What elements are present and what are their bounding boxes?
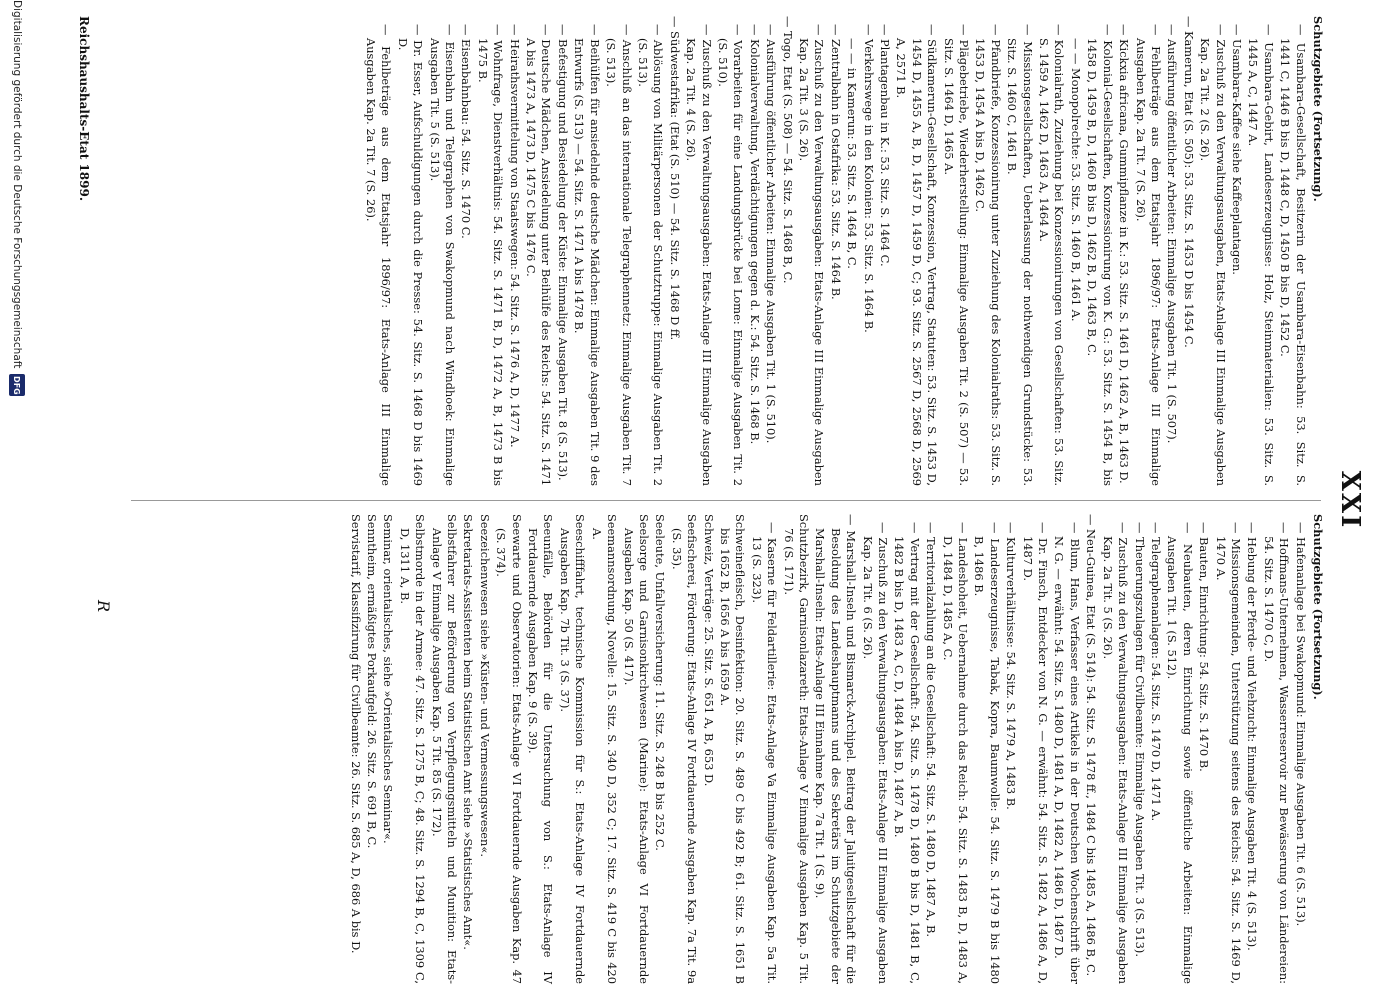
left-index-entry: — Zentralbahn in Ostafrika: 53. Sitz. S. 1464 B. (828, 24, 843, 300)
right-index-entry: — Neu-Guinea, Etat (S. 514): 54. Sitz. S. 1478 ff., 1484 C bis 1485 A, 1486 B, C. (1084, 514, 1099, 977)
left-index-entry: — Kolonialverwaltung, Verdächtigungen gegen d. K.: 54. Sitz. S. 1468 B. (747, 24, 762, 445)
left-index-entry: — Eisenbahn und Telegraphen von Swakopmund nach Windhoek: Einmalige Ausgaben Tit. 5 (S. 513). (427, 24, 458, 486)
right-index-entry: — Vertrag mit der Gesellschaft: 54. Sitz. S. 1478 D, 1480 B bis D, 1481 B, C, 1482 B bis D, 1483 A, C, D, 1484 A bis D, 1487 A, B. (892, 522, 922, 984)
right-index-entry: — Telegraphenanlagen: 54. Sitz. S. 1470 D, 1471 A. (1148, 522, 1163, 822)
column-divider (131, 500, 1321, 501)
left-index-entry: — Pfandbriefe, Konzessionirung unter Zuziehung des Kolonialraths: 53. Sitz. S. 1453 D, 1454 A bis D, 1462 C. (973, 24, 1003, 486)
left-index-entry: — Dr. Esser, Aufschuldigungen durch die Presse: 54. Sitz. S. 1468 D bis 1469 D. (395, 24, 426, 486)
right-index-entry: Schweiz, Verträge: 25. Sitz. S. 651 A, B, 653 D. (701, 514, 716, 787)
right-index-entry: — Neubauten, deren Einrichtung sowie öffentliche Arbeiten: Einmalige Ausgaben Tit. 1 (S. 512). (1165, 522, 1195, 984)
right-index-entry: — Hafenanlage bei Swakopmund: Einmalige Ausgaben Tit. 6 (S. 513). (1293, 522, 1308, 927)
right-index-entry: Seewarte und Observatorien: Etats-Anlage VI Fortdauernde Ausgaben Kap. 47 (S. 374). (494, 514, 524, 984)
left-index-entry: — Usambara-Gesellschaft, Besitzerin der Usambara-Eisenbahn: 53. Sitz. S. 1441 C, 1446 B bis D, 1448 C, D, 1450 B bis D, 1452 C. (1278, 24, 1308, 486)
right-index-entry: — Marshall-Inseln und Bismarck-Archipel. Beitrag der Jaluitgesellschaft für die Besoldung des Landeshauptmanns und des Sekretärs im Schutzgebiete der Marshall-Inseln: Etats-Anlage III Einnahme Kap. 7a Tit. 1 (S. 9). (813, 514, 859, 984)
right-index-entry: Sekretariats-Assistenten beim Statistischen Amt siehe »Statistisches Amt«. (461, 514, 476, 950)
left-index-entry: — — in Kamerun: 53. Sitz. S. 1464 B, C. (845, 38, 860, 269)
right-index-entry: Seeunfälle, Behörden für die Untersuchung von S.: Etats-Anlage IV Fortdauernde Ausgaben Kap. 9 (S. 39). (526, 514, 556, 984)
footer-etat-label: Reichshaushalts-Etat 1899. (77, 16, 91, 202)
digitization-note: Digitalisierung gefördert durch die Deutsche Forschungsgemeinschaft (11, 0, 23, 369)
left-index-entry: — Eisenbahnbau: 54. Sitz. S. 1470 C. (459, 24, 474, 239)
signature-mark: R (94, 600, 113, 613)
right-index-entry: — Missionsgemeinden, Unterstützung seitens des Reichs: 54. Sitz. S. 1469 D, 1470 A. (1213, 522, 1243, 984)
right-index-entry: Seemannsordnung, Novelle: 15. Sitz. S. 340 D, 352 C; 17. Sitz. S. 419 C bis 420 A. (589, 514, 620, 984)
left-index-entry: — Ausführung öffentlicher Arbeiten: Einmalige Ausgaben Tit. 1 (S. 510). (764, 24, 779, 444)
right-index-entry: — Bauten, Einrichtung: 54. Sitz. S. 1470 B. (1197, 522, 1212, 772)
right-index-entry: Senntheim, ermäßigtes Porkaufgeld: 26. Sitz. S. 691 B, C. (365, 514, 380, 849)
right-index-entry: — Landeserzeugnisse, Tabak, Kopra, Baumwolle: 54. Sitz. S. 1479 B bis 1480 B, 1486 B. (972, 522, 1002, 984)
right-index-entry: — Hoffmans-Unternehmen, Wasserreservoir zur Bewässerung von Ländereien: 54. Sitz. S. 1470 C, D. (1261, 522, 1292, 984)
left-index-entry: — Deutsche Mädchen, Ansiedelung unter Beihülfe des Reichs: 54. Sitz. S. 1471 A bis 1473 A, 1473 D, 1475 C bis 1476 C. (524, 24, 554, 486)
left-index-entry: — Heirathsvermittelung von Staatswegen: 54. Sitz. S. 1476 A, D, 1477 A. (507, 24, 522, 448)
right-index-entry: — Landeshoheit, Uebernahme durch das Reich: 54. Sitz. S. 1483 B, D, 1483 A, D, 1484 D, 1485 A, C. (940, 522, 971, 984)
left-index-entry: — Togo, Etat (S. 508) — 54. Sitz. S. 1468 B, C. (780, 16, 795, 284)
left-index-entry: — Zuschuß zu den Verwaltungsausgaben, Etats-Anlage III Einmalige Ausgaben Kap. 2a Tit. 2 (S. 26). (1198, 24, 1228, 486)
left-index-entry: — Kamerun, Etat (S. 505): 53. Sitz. S. 1453 D bis 1454 C. (1181, 16, 1196, 348)
right-index-entry: — Blum, Hans, Verfasser eines Artikels in der Deutschen Wochenschrift über N. G. — erwähnt: 54. Sitz. S. 1480 D, 1481 A, D, 1482 A, 1486 D, 1487 D. (1052, 522, 1082, 984)
right-index-entry: Schutzbezirk, Garnisonlazareth: Etats-Anlage V Einmalige Ausgaben Kap. 5 Tit. 76 (S. 171). (781, 514, 811, 984)
right-index-entry: Servistarif, Klassifizirung für Civilbeamte: 26. Sitz. S. 685 A, D, 686 A bis D. (348, 514, 363, 954)
left-index-entry: — Missionsgesellschaften, Ueberlassung der nothwendigen Grundstücke: 53. Sitz. S. 1460 C, 1461 B. (1005, 24, 1035, 486)
left-index-entry: — Fehlbeträge aus dem Etatsjahr 1896/97: Etats-Anlage III Einmalige Ausgaben Kap. 2a Tit. 7 (S. 26). (364, 24, 394, 486)
left-index-entry: — Befestigung und Besiedelung der Küste: Einmalige Ausgaben Tit. 8 (S. 513). (555, 24, 570, 481)
right-index-entry: Seeleute, Unfallversicherung: 11. Sitz. S. 248 B bis 252 C. (653, 514, 668, 851)
left-index-entry: — Usambara-Gebirt, Landeserzeugnisse: Holz, Steinmaterialien: 53. Sitz. S. 1445 A, C, 1447 A. (1246, 24, 1276, 486)
right-index-entry: Selbstmorde in der Armee: 47. Sitz. S. 1275 B, C; 48. Sitz. S. 1294 B, C, 1309 C, D, 1311 A, B. (397, 514, 428, 984)
left-index-entry: — Plägebetriebe, Wiederherstellung: Einmalige Ausgaben Tit. 2 (S. 507) — 53. Sitz. S. 1464 D, 1465 A. (941, 24, 972, 486)
dfg-logo-icon: DFG (9, 374, 25, 396)
left-index-entry: — Kolonial-Gesellschaften, Konzessionirung von K. G.: 53. Sitz. S. 1454 B, bis 1458 D, 1459 B, D, 1460 B bis D, 1462 B, D, 1463 B, C. (1085, 24, 1115, 486)
left-index-entry: — Südkamerun-Gesellschaft, Konzession, Vertrag, Statuten: 53. Sitz. S. 1453 D, 1454 D, 1455 A, B, D, 1457 D, 1459 D, C; 93. Sitz. S. 2567 D, 2568 D, 2569 A, 2571 B. (894, 24, 940, 486)
left-index-entry: — Kolonialrath, Zuziehung bei Konzessionirungen von Gesellschaften: 53. Sitz. S. 1459 A, 1462 D, 1463 A, 1464 A. (1037, 24, 1067, 486)
left-index-entry: — Anschluß an das internationale Telegraphennetz: Einmalige Ausgaben Tit. 7 (S. 513). (604, 24, 634, 486)
right-index-entry: — Dr. Finsch, Entdecker von N. G. — erwähnt: 54. Sitz. S. 1482 A, 1486 A, D, 1487 D. (1020, 522, 1051, 984)
left-index-entry: — Usambara-Kaffee siehe Kaffeeplantagen. (1229, 24, 1244, 275)
left-index-entry: Schutzgebiete (Fortsetzung). (1311, 16, 1325, 202)
right-index-entry: — Kulturverhältnisse: 54. Sitz. S. 1479 A, 1483 B. (1004, 522, 1019, 810)
left-index-entry: — Vorarbeiten für eine Landungsbrücke bei Lome: Einmalige Ausgaben Tit. 2 (S. 510). (715, 24, 746, 486)
left-index-entry: — Wohnfrage, Dienstverhältnis: 54. Sitz. S. 1471 B, D, 1472 A, B, 1473 B bis 1475 B. (475, 24, 506, 486)
right-index-entry: Schutzgebiete (Fortsetzung). (1311, 514, 1325, 700)
left-index-entry: — Beihülfen für ansiedelnde deutsche Mädchen: Einmalige Ausgaben Tit. 9 des Entwurfs (S. 513) — 54. Sitz. S. 1471 A bis 1478 B. (572, 24, 602, 486)
page-number: XXI (1335, 470, 1365, 530)
right-index-entry: — Theuerungszulagen für Civilbeamte: Einmalige Ausgaben Tit. 3 (S. 513). (1132, 522, 1147, 957)
digitization-note-bar (6, 0, 28, 1000)
left-index-entry: — Ausführung öffentlicher Arbeiten: Einmalige Ausgaben Tit. 1 (S. 507). (1165, 24, 1180, 444)
left-index-entry: — Zuschuß zu den Verwaltungsausgaben: Etats-Anlage III Einmalige Ausgaben Kap. 2a Tit. 3 (S. 26). (797, 24, 827, 486)
right-index-column (346, 514, 1325, 984)
right-index-entry: — Kaserne für Feldartillerie: Etats-Anlage Va Einmalige Ausgaben Kap. 5a Tit. 13 (S. 323). (749, 522, 780, 984)
left-index-entry: — Plantagenbau in K.: 53. Sitz. S. 1464 C. (878, 24, 893, 267)
left-index-entry: — — Monopolrechte: 53. Sitz. S. 1460 B, 1461 A. (1068, 38, 1083, 322)
left-index-entry: — Zuschuß zu den Verwaltungsausgaben: Etats-Anlage III Einmalige Ausgaben Kap. 2a Tit. 4 (S. 26). (684, 24, 714, 486)
right-index-entry: Seminar, orientalisches, siehe »Orientalisches Seminar«. (381, 514, 396, 844)
right-index-entry: Selbstfahrer zur Beförderung von Verpflegungsmitteln und Munition: Etats-Anlage V Einmalige Ausgaben Kap. 5 Tit. 85 (S. 172). (429, 514, 460, 984)
left-index-column (362, 16, 1325, 486)
right-index-entry: — Hebung der Pferde- und Viehzucht: Einmalige Ausgaben Tit. 4 (S. 513). (1245, 522, 1260, 951)
left-index-entry: — Kickxia africana, Gummipflanze in K.: 53. Sitz. S. 1461 D, 1462 A, B, 1463 D. (1117, 24, 1132, 484)
left-index-entry: — Verkehrswege in den Kolonien: 53. Sitz. S. 1464 B. (861, 24, 876, 333)
right-index-entry: — Zuschuß zu den Verwaltungsausgaben: Etats-Anlage III Einmalige Ausgaben Kap. 2a Tit. 5 (S. 26). (1100, 522, 1131, 984)
right-index-entry: Seeschifffahrt, technische Kommission für S.: Etats-Anlage IV Fortdauernde Ausgaben Kap. 7b Tit. 3 (S. 37). (557, 514, 588, 984)
right-index-entry: Schweinefleisch, Desinfektion: 20. Sitz. S. 489 C bis 492 B; 61. Sitz. S. 1651 B bis 1652 B, 1656 A bis 1659 A. (717, 514, 748, 984)
right-index-entry: — Territorialzahlung an die Gesellschaft: 54. Sitz. S. 1480 D, 1487 A, B. (924, 522, 939, 937)
right-index-entry: — Zuschuß zu den Verwaltungsausgaben: Etats-Anlage III Einmalige Ausgaben Kap. 2a Tit. 6 (S. 26). (860, 522, 891, 984)
left-index-entry: — Ablösung von Militärpersonen der Schutztruppe: Einmalige Ausgaben Tit. 2 (S. 513). (635, 24, 666, 486)
left-index-entry: — Fehlbeträge aus dem Etatsjahr 1896/97: Etats-Anlage III Einmalige Ausgaben Kap. 2a Tit. 7 (S. 26). (1133, 24, 1163, 486)
right-index-entry: Seefischerei, Förderung: Etats-Anlage IV Fortdauernde Ausgaben Kap. 7a Tit. 9a (S. 35). (669, 514, 700, 984)
left-index-entry: — Südwestafrika: (Etat (S. 510) — 54. Sitz. S. 1468 D ff. (667, 16, 682, 341)
right-index-entry: Seezeichenwesen siehe »Küsten- und Vermessungswesen«. (477, 514, 492, 857)
right-index-entry: Seelsorge und Garnisonkirchwesen (Marine): Etats-Anlage VI Fortdauernde Ausgaben Kap. 50 (S. 417). (621, 514, 651, 984)
